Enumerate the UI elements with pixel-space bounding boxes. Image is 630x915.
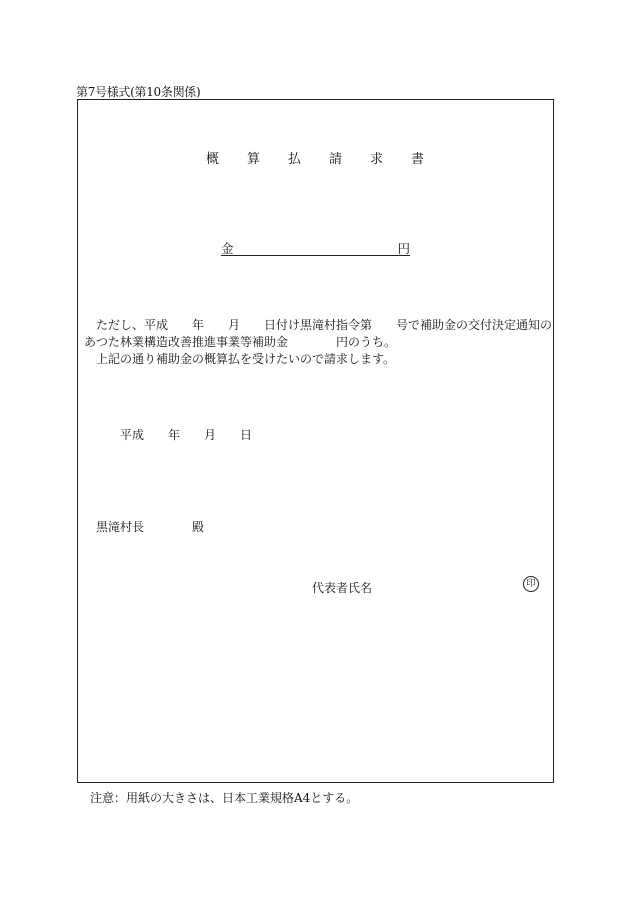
body-line-2: あつた林業構造改善推進事業等補助金 円のうち。 [84, 335, 397, 349]
title-char: 算 [246, 152, 260, 167]
body-line-1: ただし、平成 年 月 日付け黒滝村指令第 号で補助金の交付決定通知の [96, 318, 553, 332]
title-char: 概 [205, 152, 219, 167]
document-title [0, 148, 630, 167]
title-char: 求 [370, 152, 384, 167]
title-char: 請 [329, 152, 343, 167]
seal-mark: 印 [523, 576, 539, 592]
title-char: 書 [411, 152, 425, 167]
form-number-label: 第7号様式(第10条関係) [76, 85, 201, 99]
amount-suffix: 円 [397, 241, 410, 256]
body-line-3: 上記の通り補助金の概算払を受けたいので請求します。 [96, 352, 396, 366]
amount-field [221, 239, 410, 256]
paper-size-note: 注意：用紙の大きさは、日本工業規格A4とする。 [90, 791, 359, 805]
title-char: 払 [287, 152, 301, 167]
date-line: 平成 年 月 日 [120, 428, 253, 442]
recipient-line: 黒滝村長 殿 [96, 520, 205, 534]
amount-prefix: 金 [221, 241, 234, 256]
representative-name-label: 代表者氏名 [312, 581, 373, 595]
